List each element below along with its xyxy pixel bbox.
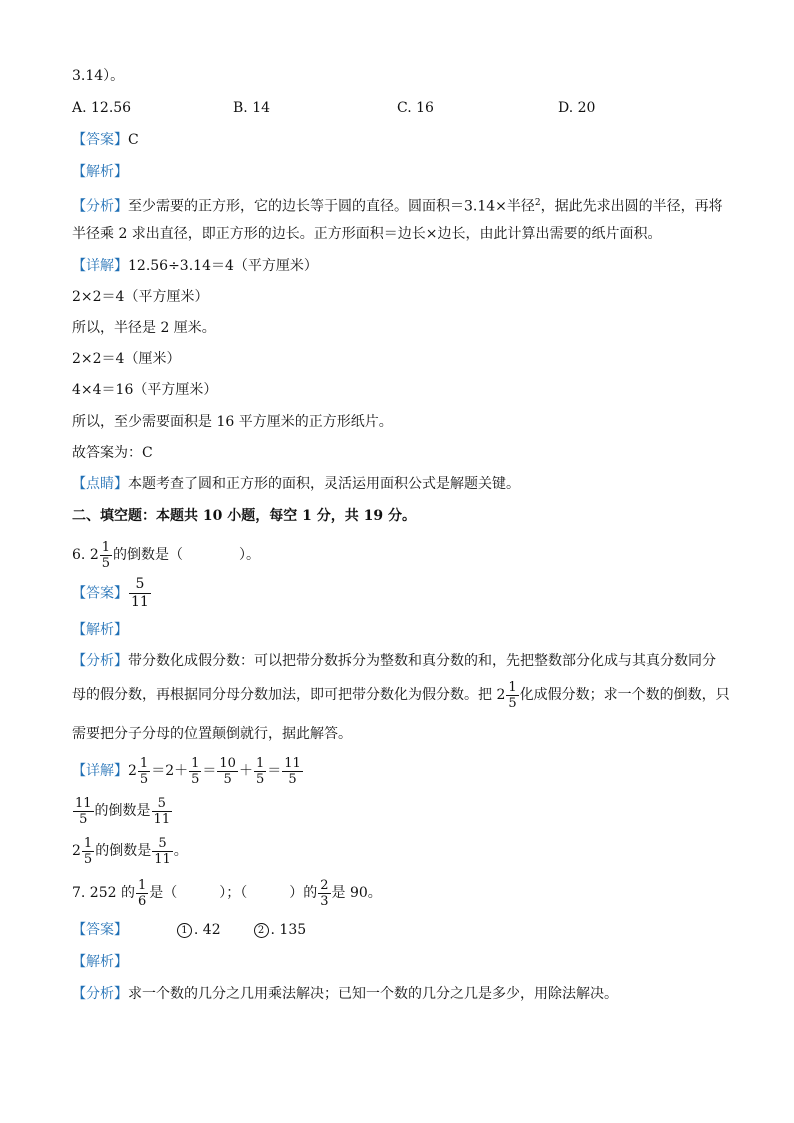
dianjing-label: 【点睛】 [72, 476, 128, 492]
q6-fenxi-line-3: 需要把分子分母的位置颠倒就行，据此解答。 [72, 726, 352, 742]
q5-step-7: 故答案为：C [72, 445, 153, 461]
q7-fenxi: 【分析】求一个数的几分之几用乘法解决；已知一个数的几分之几是多少，用除法解决。 [72, 986, 618, 1002]
section-2-title: 二、填空题：本题共 10 小题，每空 1 分，共 19 分。 [72, 508, 416, 524]
answer-label: 【答案】 [72, 585, 128, 602]
question-7-stem: 7. 252 的 $\frac{1}{6}$ 是（ ）；（ ）的 $\frac{2}{3}$ 是 90。 [72, 877, 382, 909]
answer-label: 【答案】 [72, 132, 128, 148]
q5-step-6: 所以，至少需要面积是 16 平方厘米的正方形纸片。 [72, 414, 393, 430]
analysis-label: 【解析】 [72, 164, 128, 180]
q7-answer: 【答案】 1 . 42 2 . 135 [72, 922, 307, 938]
answer-label: 【答案】 [72, 922, 128, 938]
q6-xiangjie-equation: 【详解】2 $\frac{1}{5}$ ＝2＋ $\frac{1}{5}$ ＝ $\frac{10}{5}$ ＋ $\frac{1}{5}$ ＝ $\frac{11}{5}$ [72, 755, 301, 787]
q6-fenxi-line-1: 【分析】带分数化成假分数：可以把带分数拆分为整数和真分数的和，先把整数部分化成与其真分数同分 [72, 653, 716, 669]
choice-d: D. 20 [558, 100, 596, 116]
choice-c: C. 16 [397, 100, 434, 116]
q7-analysis-heading [72, 952, 128, 972]
circled-number-1: 1 [177, 923, 192, 938]
fraction: $\frac{1}{5}$ [101, 539, 111, 571]
question-5-tail: 3.14）。 [72, 68, 125, 84]
circled-number-2: 2 [254, 923, 269, 938]
q6-analysis-heading [72, 620, 128, 640]
q5-fenxi-line-1: 【分析】至少需要的正方形，它的边长等于圆的直径。圆面积＝3.14×半径$^2$，据此先求出圆的半径，再将 [72, 198, 723, 215]
question-6-stem: 6. 2 $\frac{1}{5}$ 的倒数是（ ）。 [72, 539, 261, 571]
q5-fenxi-line-2: 半径乘 2 求出直径，即正方形的边长。正方形面积＝边长×边长，由此计算出需要的纸片面积。 [72, 226, 662, 242]
fenxi-label: 【分析】 [72, 653, 128, 669]
fenxi-label: 【分析】 [72, 986, 128, 1002]
q5-step-5: 4×4＝16（平方厘米） [72, 382, 218, 398]
fenxi-label: 【分析】 [72, 198, 128, 215]
q5-dianjing: 【点睛】本题考查了圆和正方形的面积，灵活运用面积公式是解题关键。 [72, 476, 520, 492]
q6-answer [72, 576, 152, 611]
q5-answer: 【答案】C [72, 132, 139, 148]
q5-step-4: 2×2＝4（厘米） [72, 351, 181, 367]
q5-xiangjie-line-1: 【详解】12.56÷3.14＝4（平方厘米） [72, 258, 318, 274]
fraction: $\frac{1}{5}$ [508, 679, 517, 711]
q6-result-1: $\frac{11}{5}$ 的倒数是 $\frac{5}{11}$ [75, 795, 171, 827]
q5-step-3: 所以，半径是 2 厘米。 [72, 320, 216, 336]
answer-fraction: $\frac{5}{11}$ [131, 576, 149, 610]
choice-a: A. 12.56 [72, 100, 132, 116]
choice-b: B. 14 [233, 100, 271, 116]
xiangjie-label: 【详解】 [72, 763, 128, 779]
analysis-label: 【解析】 [72, 622, 128, 638]
q5-step-2: 2×2＝4（平方厘米） [72, 289, 209, 305]
analysis-label: 【解析】 [72, 954, 128, 970]
xiangjie-label: 【详解】 [72, 258, 128, 274]
q6-fenxi-line-2: 母的假分数，再根据同分母分数加法，即可把带分数化为假分数。把 2 $\frac{1}{5}$ 化成假分数；求一个数的倒数，只 [72, 679, 730, 711]
q5-analysis-heading [72, 162, 128, 182]
q6-result-2: 2 $\frac{1}{5}$ 的倒数是 $\frac{5}{11}$ 。 [72, 835, 188, 867]
